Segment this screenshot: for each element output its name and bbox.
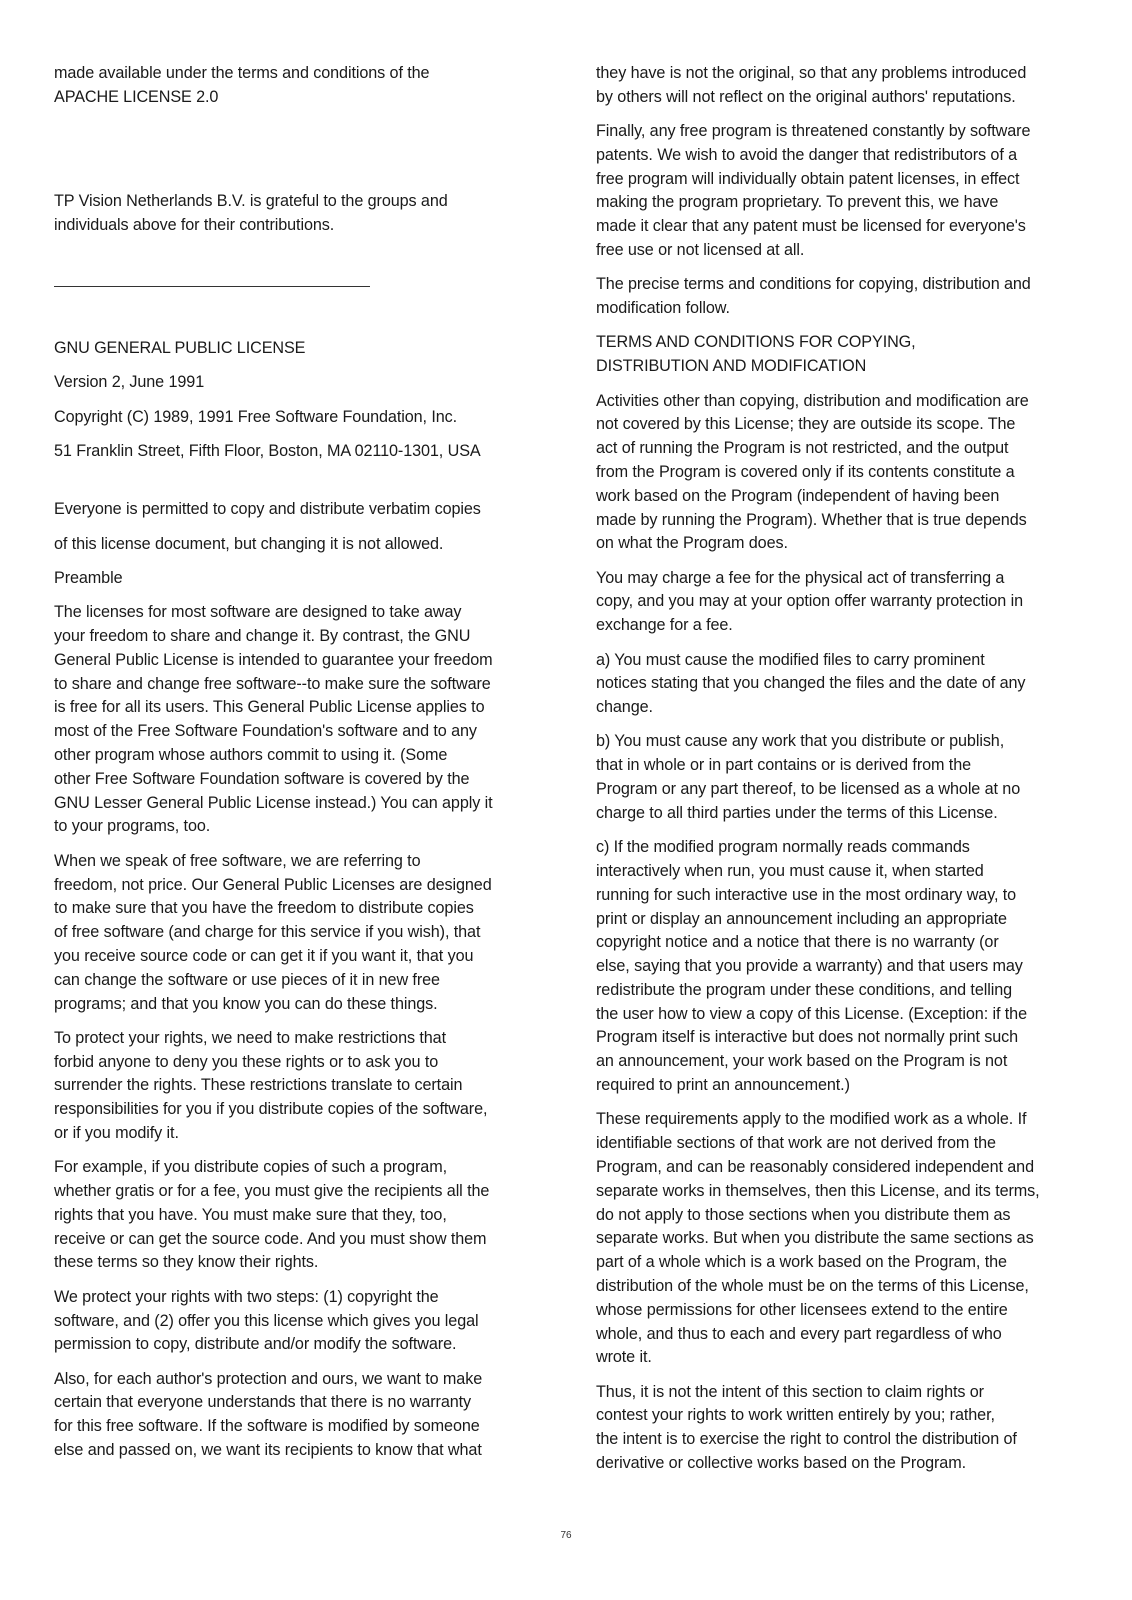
terms-heading: TERMS AND CONDITIONS FOR COPYING, DISTRIBUTION AND MODIFICATION	[596, 333, 916, 376]
spacer	[54, 287, 540, 337]
license-version: Version 2, June 1991	[54, 373, 205, 392]
preamble-paragraph: When we speak of free software, we are referring to freedom, not price. Our General Public Licenses are designed to make sure that you have the freedom to distribute copies of free software (and charge for this service if you wish), that you receive source code or can get it if you want it, that you can change the software or use pieces of it in new free programs; and that you know you can do these things.	[54, 851, 492, 1013]
terms-paragraph: You may charge a fee for the physical act of transferring a copy, and you may at your option offer warranty protection in exchange for a fee.	[596, 568, 1024, 635]
permission-text-line2: of this license document, but changing it is not allowed.	[54, 534, 444, 553]
preamble-paragraph: To protect your rights, we need to make restrictions that forbid anyone to deny you these rights or to ask you to surrender the rights. These restrictions translate to certain responsibilities for you if you distribute copies of the software, or if you modify it.	[54, 1028, 488, 1142]
apache-license-text: APACHE LICENSE 2.0	[54, 87, 219, 106]
terms-paragraph: b) You must cause any work that you distribute or publish, that in whole or in part contains or is derived from the Program or any part thereof, to be licensed as a whole at no charge to all third parties under the terms of this License.	[596, 732, 1021, 822]
gratitude-text: TP Vision Netherlands B.V. is grateful to the groups and individuals above for their contributions.	[54, 192, 448, 234]
preamble-paragraph: We protect your rights with two steps: (1) copyright the software, and (2) offer you this license which gives you legal permission to copy, distribute and/or modify the software.	[54, 1287, 479, 1354]
page-number: 76	[560, 1530, 572, 1541]
license-title: GNU GENERAL PUBLIC LICENSE	[54, 339, 306, 358]
intro-text: made available under the terms and conditions of the	[54, 64, 430, 82]
license-copyright: Copyright (C) 1989, 1991 Free Software Foundation, Inc.	[54, 407, 458, 426]
body-paragraph: they have is not the original, so that any problems introduced by others will not reflect on the original authors' reputations.	[596, 64, 1027, 106]
left-column	[54, 62, 540, 1473]
spacer	[54, 248, 540, 272]
terms-paragraph: Thus, it is not the intent of this section to claim rights or contest your rights to work written entirely by you; rather, the intent is to exercise the right to control the distribution of derivative or collective works based on the Program.	[596, 1382, 1017, 1473]
spacer	[54, 120, 540, 190]
preamble-paragraph: The licenses for most software are designed to take away your freedom to share and change it. By contrast, the GNU General Public License is intended to guarantee your freedom to share and change free software--to make sure the software is free for all its users. This General Public License applies to most of the Free Software Foundation's software and to any other program whose authors commit to using it. (Some other Free Software Foundation software is covered by the GNU Lesser General Public License instead.) You can apply it to your programs, too.	[54, 603, 493, 836]
terms-paragraph: Activities other than copying, distribution and modification are not covered by this License; they are outside its scope. The act of running the Program is not restricted, and the output from the Program is covered only if its contents constitute a work based on the Program (independent of having been made by running the Program). Whether that is true depends on what the Program does.	[596, 391, 1029, 553]
preamble-heading: Preamble	[54, 568, 123, 587]
spacer	[54, 474, 540, 498]
terms-paragraph: c) If the modified program normally reads commands interactively when run, you must cause it, when started running for such interactive use in the most ordinary way, to print or display an announcement including an appropriate copyright notice and a notice that there is no warranty (or else, saying that you provide a warranty) and that users may redistribute the program under these conditions, and telling the user how to view a copy of this License. (Exception: if the Program itself is interactive but does not normally print such an announcement, your work based on the Program is not required to print an announcement.)	[596, 838, 1027, 1095]
right-column	[596, 62, 1086, 1486]
terms-paragraph: These requirements apply to the modified work as a whole. If identifiable sections of that work are not derived from the Program, and can be reasonably considered independent and separate works in themselves, then this License, and its terms, do not apply to those sections when you distribute them as separate works. But when you distribute the same sections as part of a whole which is a work based on the Program, the distribution of the whole must be on the terms of this License, whose permissions for other licensees extend to the entire whole, and thus to each and every part regardless of who wrote it.	[596, 1110, 1040, 1367]
preamble-paragraph: For example, if you distribute copies of such a program, whether gratis or for a fee, you must give the recipients all the rights that you have. You must make sure that they, too, receive or can get the source code. And you must show them these terms so they know their rights.	[54, 1158, 490, 1272]
preamble-paragraph: Also, for each author's protection and ours, we want to make certain that everyone understands that there is no warranty for this free software. If the software is modified by someone else and passed on, we want its recipients to know that what	[54, 1369, 483, 1460]
body-paragraph: Finally, any free program is threatened constantly by software patents. We wish to avoid the danger that redistributors of a free program will individually obtain patent licenses, in effect making the program proprietary. To prevent this, we have made it clear that any patent must be licensed for everyone's free use or not licensed at all.	[596, 122, 1031, 260]
permission-text-line1: Everyone is permitted to copy and distribute verbatim copies	[54, 500, 481, 519]
foundation-address: 51 Franklin Street, Fifth Floor, Boston, MA 02110-1301, USA	[54, 442, 481, 461]
terms-paragraph: a) You must cause the modified files to carry prominent notices stating that you changed the files and the date of any change.	[596, 650, 1026, 717]
body-paragraph: The precise terms and conditions for copying, distribution and modification follow.	[596, 275, 1031, 318]
